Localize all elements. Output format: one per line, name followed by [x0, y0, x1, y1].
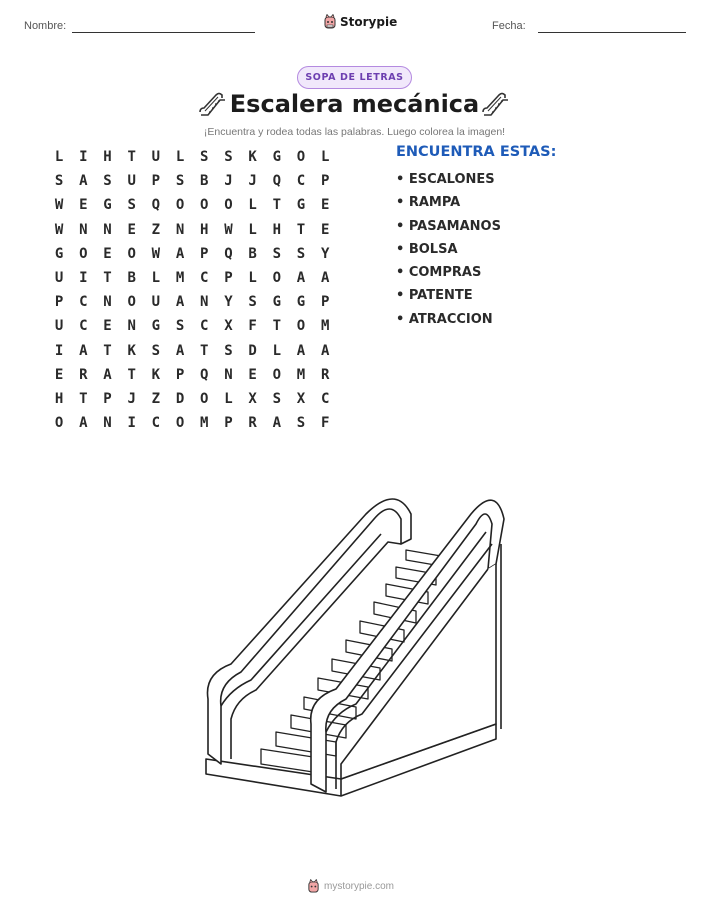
grid-cell[interactable]: N	[224, 366, 233, 383]
grid-cell[interactable]: X	[248, 390, 257, 407]
grid-cell[interactable]: H	[103, 149, 112, 166]
grid-cell[interactable]: E	[103, 318, 112, 335]
word-list-item: • PATENTE	[396, 288, 473, 304]
grid-cell[interactable]: A	[320, 342, 330, 359]
grid-cell[interactable]: F	[248, 318, 257, 335]
grid-cell[interactable]: B	[200, 173, 209, 190]
grid-cell[interactable]: L	[248, 270, 257, 287]
word-list-item: • ATRACCION	[396, 311, 493, 327]
grid-cell[interactable]: P	[320, 173, 330, 190]
grid-cell[interactable]: C	[296, 173, 306, 190]
grid-cell[interactable]: R	[320, 366, 330, 383]
grid-cell[interactable]: Q	[151, 197, 161, 214]
word-list-item: • BOLSA	[396, 241, 458, 257]
grid-cell[interactable]: R	[248, 415, 257, 432]
grid-cell[interactable]: U	[127, 173, 136, 190]
letter-grid[interactable]	[47, 145, 337, 435]
grid-cell[interactable]: S	[151, 342, 161, 359]
grid-cell[interactable]: E	[79, 197, 88, 214]
storypie-logo-icon	[307, 879, 320, 894]
grid-cell[interactable]: S	[296, 245, 306, 262]
grid-cell[interactable]: B	[248, 245, 257, 262]
grid-cell[interactable]: O	[272, 270, 281, 287]
grid-cell[interactable]: I	[79, 149, 88, 166]
grid-cell[interactable]: T	[200, 342, 209, 359]
grid-cell[interactable]: A	[79, 415, 88, 432]
grid-cell[interactable]: T	[127, 149, 136, 166]
escalator-icon	[481, 92, 511, 118]
grid-cell[interactable]: E	[54, 366, 64, 383]
brand-name: Storypie	[340, 15, 398, 29]
grid-cell[interactable]: O	[224, 197, 233, 214]
grid-cell[interactable]: O	[272, 366, 281, 383]
grid-cell[interactable]: D	[248, 342, 257, 359]
grid-cell[interactable]: F	[320, 415, 330, 432]
grid-cell[interactable]: X	[296, 390, 306, 407]
grid-cell[interactable]: U	[54, 318, 64, 335]
grid-cell[interactable]: M	[200, 415, 209, 432]
grid-cell[interactable]: Q	[272, 173, 281, 190]
grid-cell[interactable]: N	[127, 318, 136, 335]
brand	[323, 14, 397, 30]
grid-cell[interactable]: K	[127, 342, 136, 359]
grid-cell[interactable]: S	[175, 318, 185, 335]
grid-cell[interactable]: T	[272, 197, 281, 214]
grid-cell[interactable]: L	[248, 197, 257, 214]
grid-cell[interactable]: S	[224, 149, 233, 166]
grid-cell[interactable]: E	[320, 221, 330, 238]
grid-cell[interactable]: G	[296, 294, 306, 311]
grid-cell[interactable]: C	[151, 415, 161, 432]
grid-cell[interactable]: J	[248, 173, 257, 190]
grid-cell[interactable]: N	[103, 415, 112, 432]
grid-cell[interactable]: P	[320, 294, 330, 311]
grid-cell[interactable]: S	[200, 149, 209, 166]
name-line[interactable]	[72, 32, 255, 33]
grid-cell[interactable]: N	[175, 221, 185, 238]
grid-cell[interactable]: T	[103, 270, 112, 287]
grid-cell[interactable]: N	[79, 221, 88, 238]
grid-cell[interactable]: W	[54, 197, 64, 214]
grid-cell[interactable]: S	[272, 245, 281, 262]
grid-cell[interactable]: P	[175, 366, 185, 383]
grid-cell[interactable]: W	[151, 245, 161, 262]
grid-cell[interactable]: H	[54, 390, 64, 407]
grid-cell[interactable]: K	[151, 366, 161, 383]
grid-cell[interactable]: A	[79, 342, 88, 359]
grid-cell[interactable]: A	[320, 270, 330, 287]
grid-cell[interactable]: A	[272, 415, 281, 432]
grid-cell[interactable]: P	[224, 270, 233, 287]
puzzle-type-badge: SOPA DE LETRAS	[297, 66, 412, 89]
grid-cell[interactable]: M	[320, 318, 330, 335]
grid-cell[interactable]: B	[127, 270, 136, 287]
grid-cell[interactable]: T	[272, 318, 281, 335]
grid-cell[interactable]: T	[296, 221, 306, 238]
grid-cell[interactable]: C	[79, 318, 88, 335]
grid-cell[interactable]: O	[200, 197, 209, 214]
grid-cell[interactable]: G	[103, 197, 112, 214]
footer-url[interactable]: mystorypie.com	[324, 881, 395, 892]
grid-cell[interactable]: A	[79, 173, 88, 190]
grid-cell[interactable]: O	[296, 149, 306, 166]
storypie-logo-icon	[323, 14, 337, 30]
grid-cell[interactable]: G	[272, 149, 281, 166]
grid-cell[interactable]: L	[175, 149, 185, 166]
grid-cell[interactable]: C	[320, 390, 330, 407]
grid-cell[interactable]: G	[272, 294, 281, 311]
grid-cell[interactable]: M	[296, 366, 306, 383]
grid-cell[interactable]: R	[79, 366, 88, 383]
grid-cell[interactable]: O	[296, 318, 306, 335]
grid-cell[interactable]: A	[296, 342, 306, 359]
grid-cell[interactable]: O	[54, 415, 64, 432]
grid-cell[interactable]: A	[175, 245, 185, 262]
grid-cell[interactable]: A	[175, 342, 185, 359]
grid-cell[interactable]: J	[224, 173, 233, 190]
grid-cell[interactable]: L	[224, 390, 233, 407]
grid-cell[interactable]: U	[54, 270, 64, 287]
grid-cell[interactable]: U	[151, 294, 161, 311]
grid-cell[interactable]: L	[54, 149, 64, 166]
grid-cell[interactable]: C	[200, 318, 209, 335]
grid-cell[interactable]: O	[127, 294, 136, 311]
grid-cell[interactable]: H	[272, 221, 281, 238]
grid-cell[interactable]: A	[103, 366, 112, 383]
grid-cell[interactable]: K	[248, 149, 257, 166]
date-line[interactable]	[538, 32, 686, 33]
grid-cell[interactable]: S	[54, 173, 64, 190]
grid-cell[interactable]: O	[127, 245, 136, 262]
grid-cell[interactable]: M	[175, 270, 185, 287]
grid-cell[interactable]: L	[151, 270, 161, 287]
grid-cell[interactable]: S	[248, 294, 257, 311]
grid-cell[interactable]: G	[54, 245, 64, 262]
word-list	[396, 170, 501, 333]
grid-cell[interactable]: E	[103, 245, 112, 262]
grid-cell[interactable]: T	[103, 342, 112, 359]
grid-cell[interactable]: S	[175, 173, 185, 190]
grid-cell[interactable]: X	[224, 318, 233, 335]
date-label: Fecha:	[492, 20, 526, 32]
escalator-illustration[interactable]	[196, 484, 516, 804]
grid-cell[interactable]: N	[103, 221, 112, 238]
grid-cell[interactable]: N	[103, 294, 112, 311]
grid-cell[interactable]: O	[175, 197, 185, 214]
grid-cell[interactable]: Z	[151, 390, 161, 407]
grid-cell[interactable]: G	[151, 318, 161, 335]
grid-cell[interactable]: I	[79, 270, 88, 287]
grid-cell[interactable]: C	[79, 294, 88, 311]
grid-cell[interactable]: Y	[224, 294, 233, 311]
word-list-title: ENCUENTRA ESTAS:	[396, 144, 557, 160]
grid-cell[interactable]: W	[54, 221, 64, 238]
grid-cell[interactable]: Q	[200, 366, 209, 383]
grid-cell[interactable]: A	[296, 270, 306, 287]
footer	[307, 879, 394, 894]
grid-cell[interactable]: N	[200, 294, 209, 311]
word-list-item: • COMPRAS	[396, 265, 482, 281]
grid-cell[interactable]: G	[296, 197, 306, 214]
grid-cell[interactable]: P	[103, 390, 112, 407]
grid-cell[interactable]: E	[320, 197, 330, 214]
grid-cell[interactable]: Q	[224, 245, 233, 262]
grid-cell[interactable]: D	[175, 390, 185, 407]
grid-cell[interactable]: J	[127, 390, 136, 407]
grid-cell[interactable]: S	[224, 342, 233, 359]
grid-cell[interactable]: S	[103, 173, 112, 190]
name-label: Nombre:	[24, 20, 67, 32]
grid-cell[interactable]: P	[224, 415, 233, 432]
grid-cell[interactable]: Y	[320, 245, 330, 262]
grid-cell[interactable]: I	[127, 415, 136, 432]
grid-cell[interactable]: C	[200, 270, 209, 287]
grid-cell[interactable]: W	[224, 221, 233, 238]
word-list-item: • RAMPA	[396, 195, 461, 211]
grid-cell[interactable]: P	[151, 173, 161, 190]
page-title: Escalera mecánica	[229, 90, 480, 118]
grid-cell[interactable]: A	[175, 294, 185, 311]
grid-cell[interactable]: U	[151, 149, 161, 166]
grid-cell[interactable]: P	[200, 245, 209, 262]
grid-cell[interactable]: Z	[151, 221, 161, 238]
grid-cell[interactable]: E	[248, 366, 257, 383]
grid-cell[interactable]: L	[272, 342, 281, 359]
grid-cell[interactable]: O	[175, 415, 185, 432]
grid-cell[interactable]: E	[127, 221, 136, 238]
grid-cell[interactable]: O	[200, 390, 209, 407]
grid-cell[interactable]: L	[320, 149, 330, 166]
grid-cell[interactable]: T	[79, 390, 88, 407]
word-list-item: • ESCALONES	[396, 172, 495, 187]
grid-cell[interactable]: L	[248, 221, 257, 238]
grid-cell[interactable]: O	[79, 245, 88, 262]
grid-cell[interactable]: T	[127, 366, 136, 383]
word-list-item: • PASAMANOS	[396, 218, 501, 234]
instructions: ¡Encuentra y rodea todas las palabras. Luego colorea la imagen!	[203, 126, 506, 138]
grid-cell[interactable]: S	[272, 390, 281, 407]
grid-cell[interactable]: S	[127, 197, 136, 214]
grid-cell[interactable]: S	[296, 415, 306, 432]
grid-cell[interactable]: I	[54, 342, 64, 359]
grid-cell[interactable]: H	[200, 221, 209, 238]
grid-cell[interactable]: P	[54, 294, 64, 311]
